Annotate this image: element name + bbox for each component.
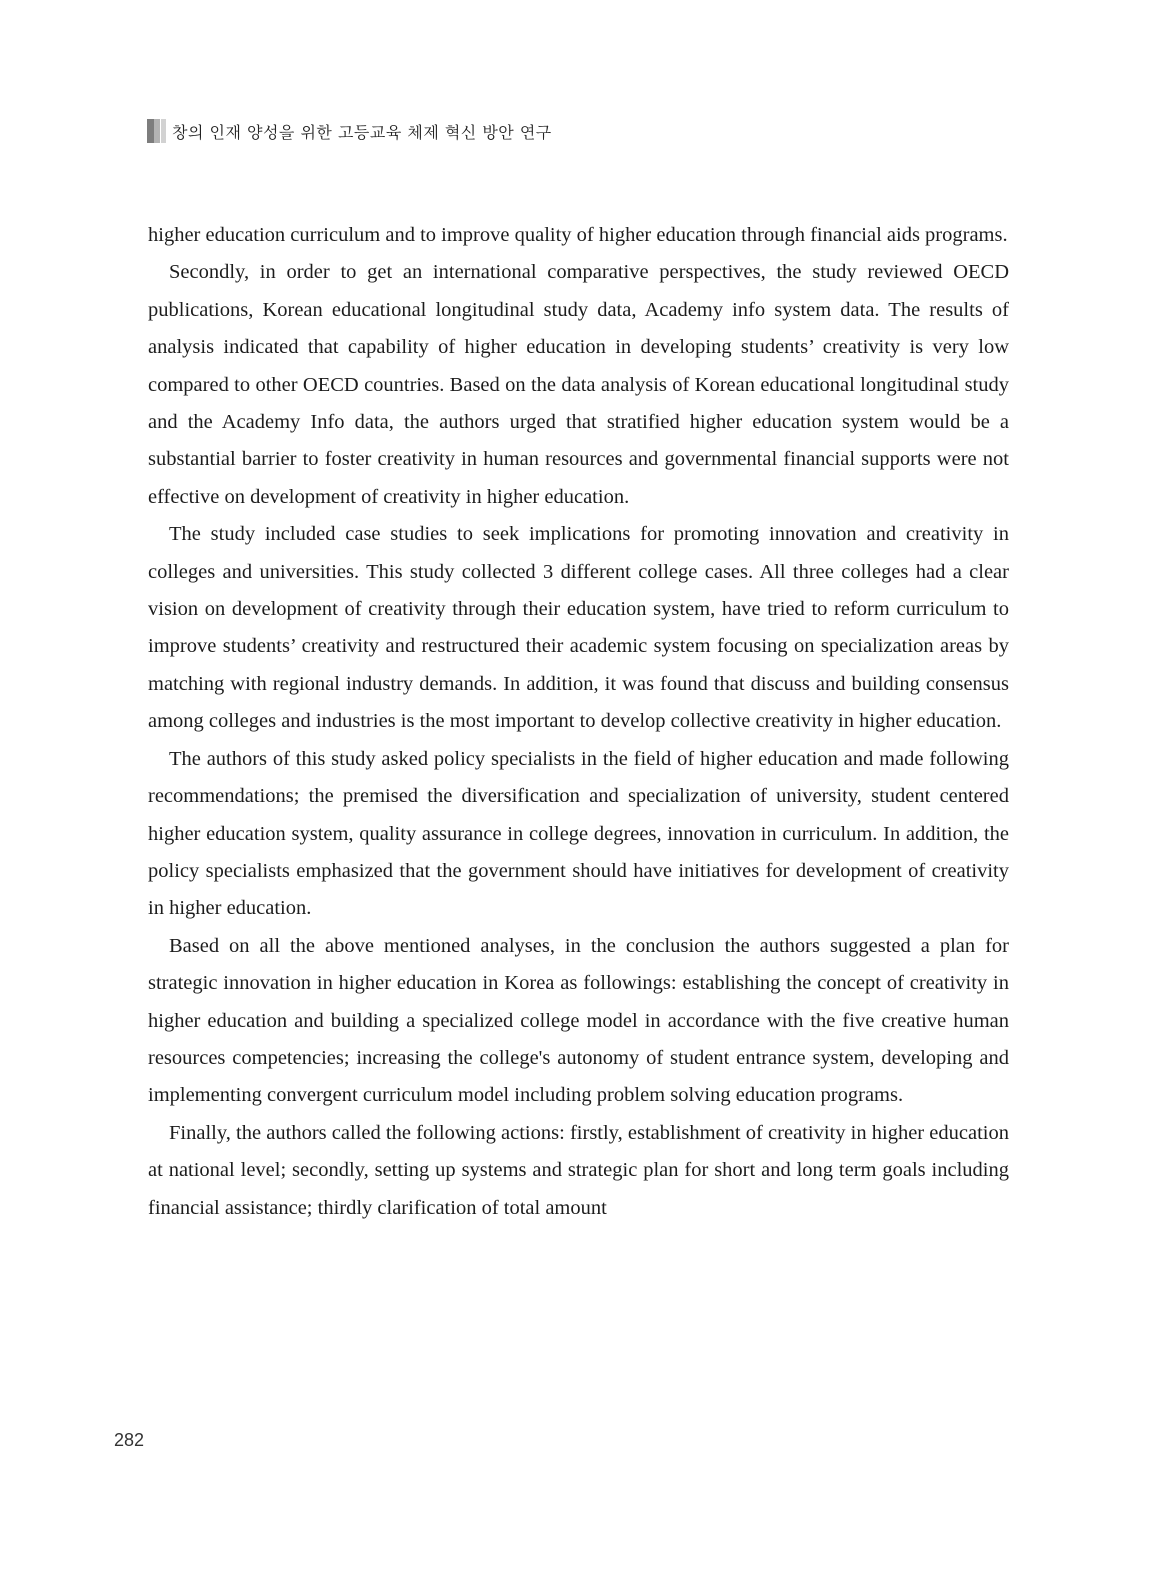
paragraph-final-actions: Finally, the authors called the following actions: firstly, establishment of creativity in higher education at national level; secondly, setting up systems and strategic plan for short and long term goals including financial assistance; thirdly clarification of total amount xyxy=(148,1121,1009,1219)
running-header-title: 창의 인재 양성을 위한 고등교육 체제 혁신 방안 연구 xyxy=(172,122,552,142)
page-number: 282 xyxy=(114,1430,145,1450)
header-bar-icon xyxy=(147,119,166,143)
paragraph-case-studies: The study included case studies to seek implications for promoting innovation and creativity in colleges and universities. This study collected 3 different college cases. All three colleges had a clear vision on development of creativity through their education system, have tried to reform curriculum to improve students’ creativity and restructured their academic system focusing on specialization areas by matching with regional industry demands. In addition, it was found that discuss and building consensus among colleges and industries is the most important to develop collective creativity in higher education. xyxy=(148,523,1009,733)
header-bar-dark xyxy=(147,119,154,143)
running-header xyxy=(147,118,552,144)
body-text xyxy=(148,217,1009,1227)
header-bar-light xyxy=(160,119,166,143)
paragraph-international-comparison: Secondly, in order to get an international comparative perspectives, the study reviewed OECD publications, Korean educational longitudinal study data, Academy info system data. The results of analysis indicated that capability of higher education in developing students’ creativity is very low compared to other OECD countries. Based on the data analysis of Korean educational longitudinal study and the Academy Info data, the authors urged that stratified higher education system would be a substantial barrier to foster creativity in human resources and governmental financial supports were not effective on development of creativity in higher education. xyxy=(148,261,1009,508)
paragraph-continuation: higher education curriculum and to improve quality of higher education through financial aids programs. xyxy=(148,224,1008,246)
paragraph-strategic-plan: Based on all the above mentioned analyses, in the conclusion the authors suggested a plan for strategic innovation in higher education in Korea as followings: establishing the concept of creativity in higher education and building a specialized college model in accordance with the five creative human resources competencies; increasing the college's autonomy of student entrance system, developing and implementing convergent curriculum model including problem solving education programs. xyxy=(148,934,1009,1107)
paragraph-policy-recommendations: The authors of this study asked policy specialists in the field of higher education and made following recommendations; the premised the diversification and specialization of university, student centered higher education system, quality assurance in college degrees, innovation in curriculum. In addition, the policy specialists emphasized that the government should have initiatives for development of creativity in higher education. xyxy=(148,747,1009,920)
